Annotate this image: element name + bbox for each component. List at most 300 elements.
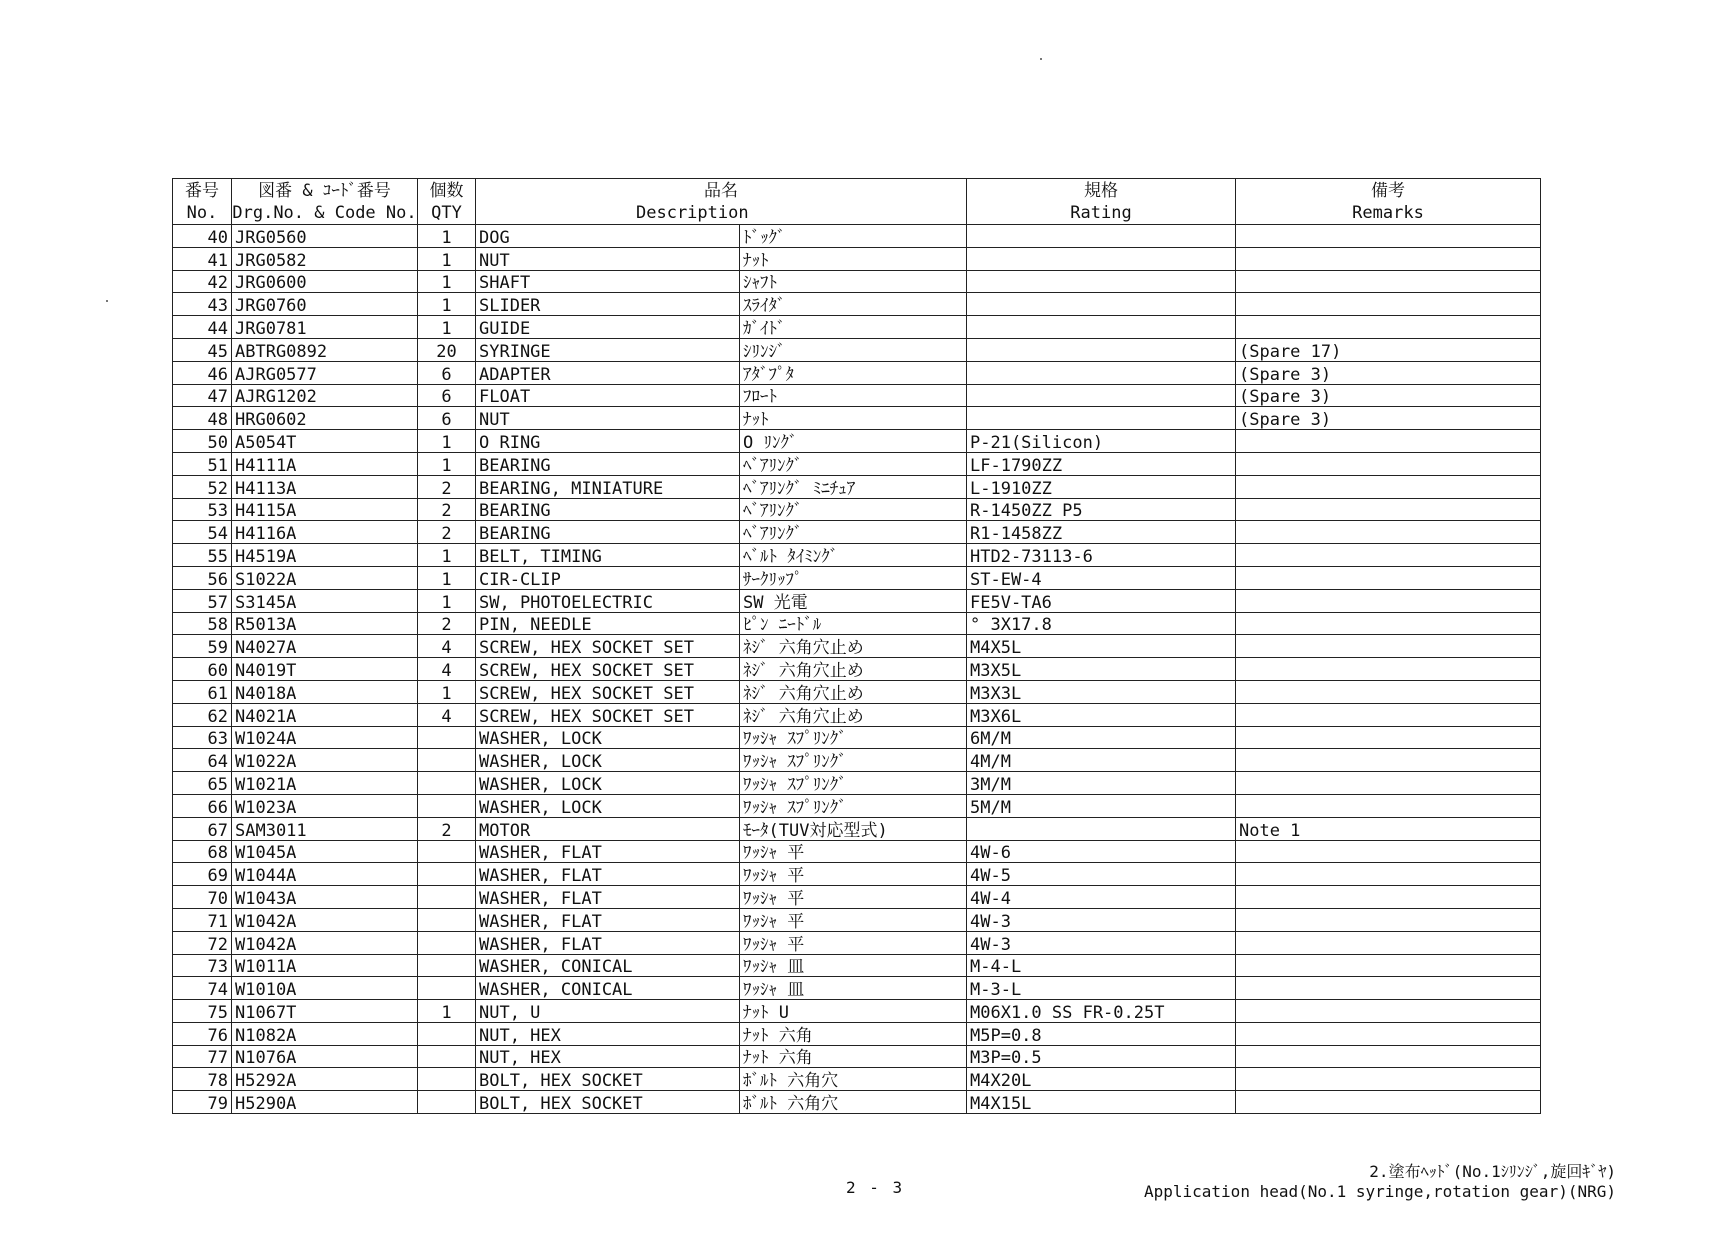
- row-code: W1022A: [232, 749, 418, 772]
- row-remarks: [1236, 430, 1541, 453]
- row-description-en: NUT: [476, 247, 740, 270]
- row-qty: [418, 772, 476, 795]
- row-qty: 4: [418, 658, 476, 681]
- row-remarks: Note 1: [1236, 817, 1541, 840]
- row-qty: 2: [418, 521, 476, 544]
- row-code: ABTRG0892: [232, 338, 418, 361]
- row-number: 40: [173, 225, 232, 248]
- row-remarks: [1236, 954, 1541, 977]
- table-row: [173, 931, 1541, 954]
- row-description-ja: ﾅｯﾄ U: [740, 1000, 967, 1023]
- row-code: W1011A: [232, 954, 418, 977]
- header-qty-ja: 個数: [429, 180, 464, 201]
- row-rating: M4X20L: [967, 1068, 1236, 1091]
- row-remarks: (Spare 3): [1236, 384, 1541, 407]
- row-description-en: WASHER, FLAT: [476, 908, 740, 931]
- row-qty: [418, 726, 476, 749]
- row-remarks: [1236, 772, 1541, 795]
- row-rating: 6M/M: [967, 726, 1236, 749]
- row-number: 63: [173, 726, 232, 749]
- row-number: 48: [173, 407, 232, 430]
- row-description-en: SW, PHOTOELECTRIC: [476, 589, 740, 612]
- table-row: [173, 589, 1541, 612]
- header-qty: [418, 179, 476, 225]
- table-row: [173, 680, 1541, 703]
- row-number: 62: [173, 703, 232, 726]
- table-row: [173, 612, 1541, 635]
- row-rating: P-21(Silicon): [967, 430, 1236, 453]
- row-rating: 4M/M: [967, 749, 1236, 772]
- row-code: JRG0781: [232, 316, 418, 339]
- row-number: 53: [173, 498, 232, 521]
- table-row: [173, 840, 1541, 863]
- row-remarks: [1236, 498, 1541, 521]
- row-rating: L-1910ZZ: [967, 475, 1236, 498]
- table-row: [173, 452, 1541, 475]
- row-rating: 3M/M: [967, 772, 1236, 795]
- row-description-en: BEARING, MINIATURE: [476, 475, 740, 498]
- table-row: [173, 1045, 1541, 1068]
- row-code: W1023A: [232, 794, 418, 817]
- table-row: [173, 566, 1541, 589]
- row-number: 50: [173, 430, 232, 453]
- row-number: 78: [173, 1068, 232, 1091]
- row-code: W1045A: [232, 840, 418, 863]
- row-qty: [418, 794, 476, 817]
- row-rating: LF-1790ZZ: [967, 452, 1236, 475]
- row-remarks: [1236, 931, 1541, 954]
- row-description-ja: ﾜｯｼｬ 平: [740, 931, 967, 954]
- row-qty: 1: [418, 544, 476, 567]
- row-remarks: [1236, 703, 1541, 726]
- row-qty: [418, 1045, 476, 1068]
- row-qty: [418, 840, 476, 863]
- row-remarks: [1236, 794, 1541, 817]
- table-row: [173, 772, 1541, 795]
- row-description-ja: ﾜｯｼｬ 皿: [740, 977, 967, 1000]
- row-description-ja: ﾜｯｼｬ 平: [740, 886, 967, 909]
- row-code: S1022A: [232, 566, 418, 589]
- row-code: H5292A: [232, 1068, 418, 1091]
- header-remarks: [1236, 179, 1541, 225]
- table-row: [173, 1068, 1541, 1091]
- row-code: N4021A: [232, 703, 418, 726]
- row-qty: [418, 977, 476, 1000]
- row-number: 70: [173, 886, 232, 909]
- row-rating: M4X15L: [967, 1091, 1236, 1114]
- row-remarks: [1236, 658, 1541, 681]
- header-rating: [967, 179, 1236, 225]
- table-header-row: [173, 179, 1541, 225]
- row-number: 58: [173, 612, 232, 635]
- row-description-en: WASHER, FLAT: [476, 840, 740, 863]
- row-number: 46: [173, 361, 232, 384]
- row-remarks: [1236, 1022, 1541, 1045]
- row-remarks: [1236, 452, 1541, 475]
- row-number: 72: [173, 931, 232, 954]
- table-row: [173, 384, 1541, 407]
- row-remarks: [1236, 589, 1541, 612]
- row-description-en: BEARING: [476, 452, 740, 475]
- row-description-en: DOG: [476, 225, 740, 248]
- table-row: [173, 817, 1541, 840]
- row-qty: 6: [418, 361, 476, 384]
- row-code: W1021A: [232, 772, 418, 795]
- row-description-ja: ｼｬﾌﾄ: [740, 270, 967, 293]
- row-description-en: ADAPTER: [476, 361, 740, 384]
- row-number: 44: [173, 316, 232, 339]
- row-rating: [967, 817, 1236, 840]
- row-qty: [418, 1022, 476, 1045]
- row-remarks: [1236, 247, 1541, 270]
- row-number: 76: [173, 1022, 232, 1045]
- row-rating: [967, 361, 1236, 384]
- row-qty: 1: [418, 293, 476, 316]
- row-qty: 1: [418, 566, 476, 589]
- table-row: [173, 863, 1541, 886]
- row-qty: [418, 749, 476, 772]
- table-row: [173, 338, 1541, 361]
- row-qty: 1: [418, 247, 476, 270]
- row-number: 54: [173, 521, 232, 544]
- row-number: 43: [173, 293, 232, 316]
- row-number: 65: [173, 772, 232, 795]
- row-qty: 20: [418, 338, 476, 361]
- row-description-ja: ﾈｼﾞ 六角穴止め: [740, 680, 967, 703]
- row-qty: 2: [418, 612, 476, 635]
- row-code: N4027A: [232, 635, 418, 658]
- table-row: [173, 977, 1541, 1000]
- row-description-ja: ﾅｯﾄ 六角: [740, 1045, 967, 1068]
- row-remarks: [1236, 293, 1541, 316]
- row-rating: M-3-L: [967, 977, 1236, 1000]
- row-description-en: WASHER, FLAT: [476, 931, 740, 954]
- row-rating: R-1450ZZ P5: [967, 498, 1236, 521]
- row-number: 73: [173, 954, 232, 977]
- row-code: W1024A: [232, 726, 418, 749]
- header-no: [173, 179, 232, 225]
- row-qty: [418, 1068, 476, 1091]
- row-remarks: [1236, 886, 1541, 909]
- row-qty: 2: [418, 498, 476, 521]
- table-row: [173, 293, 1541, 316]
- row-description-ja: ｱﾀﾞﾌﾟﾀ: [740, 361, 967, 384]
- row-qty: 4: [418, 635, 476, 658]
- row-number: 56: [173, 566, 232, 589]
- table-row: [173, 475, 1541, 498]
- header-drg-ja: 図番 & ｺｰﾄﾞ番号: [258, 180, 391, 201]
- row-rating: ° 3X17.8: [967, 612, 1236, 635]
- row-description-ja: ﾜｯｼｬ ｽﾌﾟﾘﾝｸﾞ: [740, 726, 967, 749]
- row-code: W1010A: [232, 977, 418, 1000]
- row-qty: [418, 886, 476, 909]
- row-code: JRG0582: [232, 247, 418, 270]
- row-description-ja: SW 光電: [740, 589, 967, 612]
- row-code: S3145A: [232, 589, 418, 612]
- row-remarks: [1236, 475, 1541, 498]
- scan-speck: [1040, 58, 1042, 60]
- row-description-ja: ﾎﾞﾙﾄ 六角穴: [740, 1068, 967, 1091]
- row-rating: [967, 338, 1236, 361]
- row-qty: 1: [418, 270, 476, 293]
- row-remarks: [1236, 863, 1541, 886]
- section-caption: [1144, 1162, 1616, 1202]
- row-remarks: (Spare 3): [1236, 407, 1541, 430]
- row-rating: M3P=0.5: [967, 1045, 1236, 1068]
- row-rating: 4W-3: [967, 931, 1236, 954]
- row-number: 59: [173, 635, 232, 658]
- row-rating: 4W-3: [967, 908, 1236, 931]
- row-description-ja: ｶﾞｲﾄﾞ: [740, 316, 967, 339]
- row-description-en: WASHER, LOCK: [476, 772, 740, 795]
- row-description-en: BEARING: [476, 521, 740, 544]
- row-description-en: CIR-CLIP: [476, 566, 740, 589]
- row-number: 42: [173, 270, 232, 293]
- row-description-ja: ﾜｯｼｬ ｽﾌﾟﾘﾝｸﾞ: [740, 749, 967, 772]
- row-description-en: WASHER, LOCK: [476, 794, 740, 817]
- row-description-en: SYRINGE: [476, 338, 740, 361]
- row-remarks: [1236, 840, 1541, 863]
- row-description-ja: ﾍﾞｱﾘﾝｸﾞ: [740, 521, 967, 544]
- table-row: [173, 407, 1541, 430]
- row-remarks: [1236, 1045, 1541, 1068]
- parts-table: [172, 178, 1541, 1114]
- table-row: [173, 908, 1541, 931]
- table-row: [173, 498, 1541, 521]
- row-qty: 2: [418, 817, 476, 840]
- page-number: 2 - 3: [846, 1178, 905, 1197]
- table-row: [173, 658, 1541, 681]
- row-rating: [967, 293, 1236, 316]
- row-number: 71: [173, 908, 232, 931]
- row-number: 51: [173, 452, 232, 475]
- table-row: [173, 726, 1541, 749]
- row-code: W1042A: [232, 908, 418, 931]
- row-description-ja: ﾈｼﾞ 六角穴止め: [740, 703, 967, 726]
- row-remarks: (Spare 3): [1236, 361, 1541, 384]
- row-description-ja: ｽﾗｲﾀﾞ: [740, 293, 967, 316]
- row-number: 61: [173, 680, 232, 703]
- row-qty: 1: [418, 430, 476, 453]
- row-remarks: [1236, 316, 1541, 339]
- row-code: N4019T: [232, 658, 418, 681]
- row-code: H4116A: [232, 521, 418, 544]
- header-description: [476, 179, 967, 225]
- row-description-ja: ﾜｯｼｬ ｽﾌﾟﾘﾝｸﾞ: [740, 794, 967, 817]
- row-code: JRG0600: [232, 270, 418, 293]
- row-description-en: SCREW, HEX SOCKET SET: [476, 703, 740, 726]
- row-remarks: [1236, 908, 1541, 931]
- row-remarks: [1236, 1091, 1541, 1114]
- row-description-ja: ﾜｯｼｬ 平: [740, 840, 967, 863]
- header-rating-en: Rating: [1070, 202, 1132, 223]
- row-description-en: MOTOR: [476, 817, 740, 840]
- row-description-en: BEARING: [476, 498, 740, 521]
- row-remarks: [1236, 566, 1541, 589]
- row-description-en: NUT, U: [476, 1000, 740, 1023]
- row-number: 41: [173, 247, 232, 270]
- row-description-ja: ﾍﾞｱﾘﾝｸﾞ: [740, 498, 967, 521]
- row-description-ja: ﾜｯｼｬ 平: [740, 908, 967, 931]
- table-row: [173, 886, 1541, 909]
- header-remarks-ja: 備考: [1371, 180, 1405, 201]
- row-number: 45: [173, 338, 232, 361]
- row-code: JRG0560: [232, 225, 418, 248]
- row-remarks: [1236, 749, 1541, 772]
- row-number: 66: [173, 794, 232, 817]
- row-rating: 4W-4: [967, 886, 1236, 909]
- caption-ja: 2.塗布ﾍｯﾄﾞ(No.1ｼﾘﾝｼﾞ,旋回ｷﾞﾔ): [1369, 1162, 1616, 1181]
- row-rating: 4W-5: [967, 863, 1236, 886]
- row-number: 60: [173, 658, 232, 681]
- row-description-ja: ﾍﾞｱﾘﾝｸﾞ: [740, 452, 967, 475]
- row-rating: R1-1458ZZ: [967, 521, 1236, 544]
- row-remarks: [1236, 544, 1541, 567]
- row-description-ja: ﾜｯｼｬ 平: [740, 863, 967, 886]
- table-row: [173, 794, 1541, 817]
- scan-speck: [106, 300, 108, 302]
- header-drg-code: [232, 179, 418, 225]
- row-code: N1067T: [232, 1000, 418, 1023]
- row-qty: 1: [418, 316, 476, 339]
- table-row: [173, 1000, 1541, 1023]
- row-qty: 1: [418, 1000, 476, 1023]
- row-rating: [967, 407, 1236, 430]
- table-row: [173, 635, 1541, 658]
- row-remarks: [1236, 521, 1541, 544]
- row-qty: 4: [418, 703, 476, 726]
- row-remarks: (Spare 17): [1236, 338, 1541, 361]
- row-description-ja: ﾋﾟﾝ ﾆｰﾄﾞﾙ: [740, 612, 967, 635]
- header-no-en: No.: [186, 202, 218, 223]
- row-rating: ST-EW-4: [967, 566, 1236, 589]
- row-qty: 2: [418, 475, 476, 498]
- row-qty: 6: [418, 407, 476, 430]
- row-remarks: [1236, 635, 1541, 658]
- row-rating: [967, 225, 1236, 248]
- row-rating: M4X5L: [967, 635, 1236, 658]
- row-description-en: GUIDE: [476, 316, 740, 339]
- row-qty: [418, 931, 476, 954]
- table-row: [173, 544, 1541, 567]
- row-description-en: FLOAT: [476, 384, 740, 407]
- row-code: AJRG0577: [232, 361, 418, 384]
- row-code: H4113A: [232, 475, 418, 498]
- row-code: SAM3011: [232, 817, 418, 840]
- row-description-en: SCREW, HEX SOCKET SET: [476, 680, 740, 703]
- row-description-ja: ﾜｯｼｬ 皿: [740, 954, 967, 977]
- row-qty: [418, 908, 476, 931]
- row-description-en: SLIDER: [476, 293, 740, 316]
- row-rating: HTD2-73113-6: [967, 544, 1236, 567]
- row-description-en: WASHER, FLAT: [476, 886, 740, 909]
- row-qty: 6: [418, 384, 476, 407]
- row-qty: [418, 863, 476, 886]
- row-code: H5290A: [232, 1091, 418, 1114]
- row-code: N1076A: [232, 1045, 418, 1068]
- row-rating: M5P=0.8: [967, 1022, 1236, 1045]
- row-description-en: O RING: [476, 430, 740, 453]
- row-code: N1082A: [232, 1022, 418, 1045]
- header-drg-en: Drg.No. & Code No.: [232, 202, 417, 223]
- row-code: AJRG1202: [232, 384, 418, 407]
- row-remarks: [1236, 977, 1541, 1000]
- row-description-ja: ﾅｯﾄ: [740, 247, 967, 270]
- row-description-en: BELT, TIMING: [476, 544, 740, 567]
- row-code: A5054T: [232, 430, 418, 453]
- row-qty: 1: [418, 589, 476, 612]
- row-number: 69: [173, 863, 232, 886]
- row-number: 57: [173, 589, 232, 612]
- row-description-en: WASHER, CONICAL: [476, 977, 740, 1000]
- row-description-en: SHAFT: [476, 270, 740, 293]
- row-number: 68: [173, 840, 232, 863]
- row-description-ja: ﾅｯﾄ 六角: [740, 1022, 967, 1045]
- row-number: 52: [173, 475, 232, 498]
- row-rating: FE5V-TA6: [967, 589, 1236, 612]
- row-description-ja: ﾎﾞﾙﾄ 六角穴: [740, 1091, 967, 1114]
- header-no-ja: 番号: [185, 180, 219, 201]
- row-description-ja: ﾍﾞﾙﾄ ﾀｲﾐﾝｸﾞ: [740, 544, 967, 567]
- table-row: [173, 430, 1541, 453]
- header-desc-en: Description: [636, 202, 749, 223]
- header-desc-ja: 品名: [704, 180, 738, 201]
- row-description-ja: ﾈｼﾞ 六角穴止め: [740, 635, 967, 658]
- header-remarks-en: Remarks: [1352, 202, 1424, 223]
- row-qty: [418, 1091, 476, 1114]
- row-code: HRG0602: [232, 407, 418, 430]
- row-description-ja: O ﾘﾝｸﾞ: [740, 430, 967, 453]
- table-row: [173, 247, 1541, 270]
- row-number: 77: [173, 1045, 232, 1068]
- row-code: W1044A: [232, 863, 418, 886]
- row-number: 64: [173, 749, 232, 772]
- row-rating: M3X5L: [967, 658, 1236, 681]
- row-code: H4115A: [232, 498, 418, 521]
- row-number: 67: [173, 817, 232, 840]
- row-description-en: WASHER, CONICAL: [476, 954, 740, 977]
- row-description-ja: ﾜｯｼｬ ｽﾌﾟﾘﾝｸﾞ: [740, 772, 967, 795]
- row-code: R5013A: [232, 612, 418, 635]
- row-qty: [418, 954, 476, 977]
- row-description-en: SCREW, HEX SOCKET SET: [476, 635, 740, 658]
- row-code: W1042A: [232, 931, 418, 954]
- row-remarks: [1236, 270, 1541, 293]
- row-qty: 1: [418, 452, 476, 475]
- row-number: 79: [173, 1091, 232, 1114]
- row-qty: 1: [418, 225, 476, 248]
- row-remarks: [1236, 680, 1541, 703]
- row-description-en: WASHER, LOCK: [476, 726, 740, 749]
- row-rating: [967, 270, 1236, 293]
- table-row: [173, 954, 1541, 977]
- row-description-ja: ﾍﾞｱﾘﾝｸﾞ ﾐﾆﾁｭｱ: [740, 475, 967, 498]
- row-rating: 4W-6: [967, 840, 1236, 863]
- row-description-ja: ﾄﾞｯｸﾞ: [740, 225, 967, 248]
- row-remarks: [1236, 612, 1541, 635]
- row-rating: M3X3L: [967, 680, 1236, 703]
- row-code: JRG0760: [232, 293, 418, 316]
- row-code: W1043A: [232, 886, 418, 909]
- row-remarks: [1236, 1000, 1541, 1023]
- row-description-en: NUT: [476, 407, 740, 430]
- row-description-ja: ｼﾘﾝｼﾞ: [740, 338, 967, 361]
- row-remarks: [1236, 1068, 1541, 1091]
- row-number: 47: [173, 384, 232, 407]
- header-qty-en: QTY: [431, 202, 462, 223]
- row-description-ja: ﾅｯﾄ: [740, 407, 967, 430]
- row-code: H4519A: [232, 544, 418, 567]
